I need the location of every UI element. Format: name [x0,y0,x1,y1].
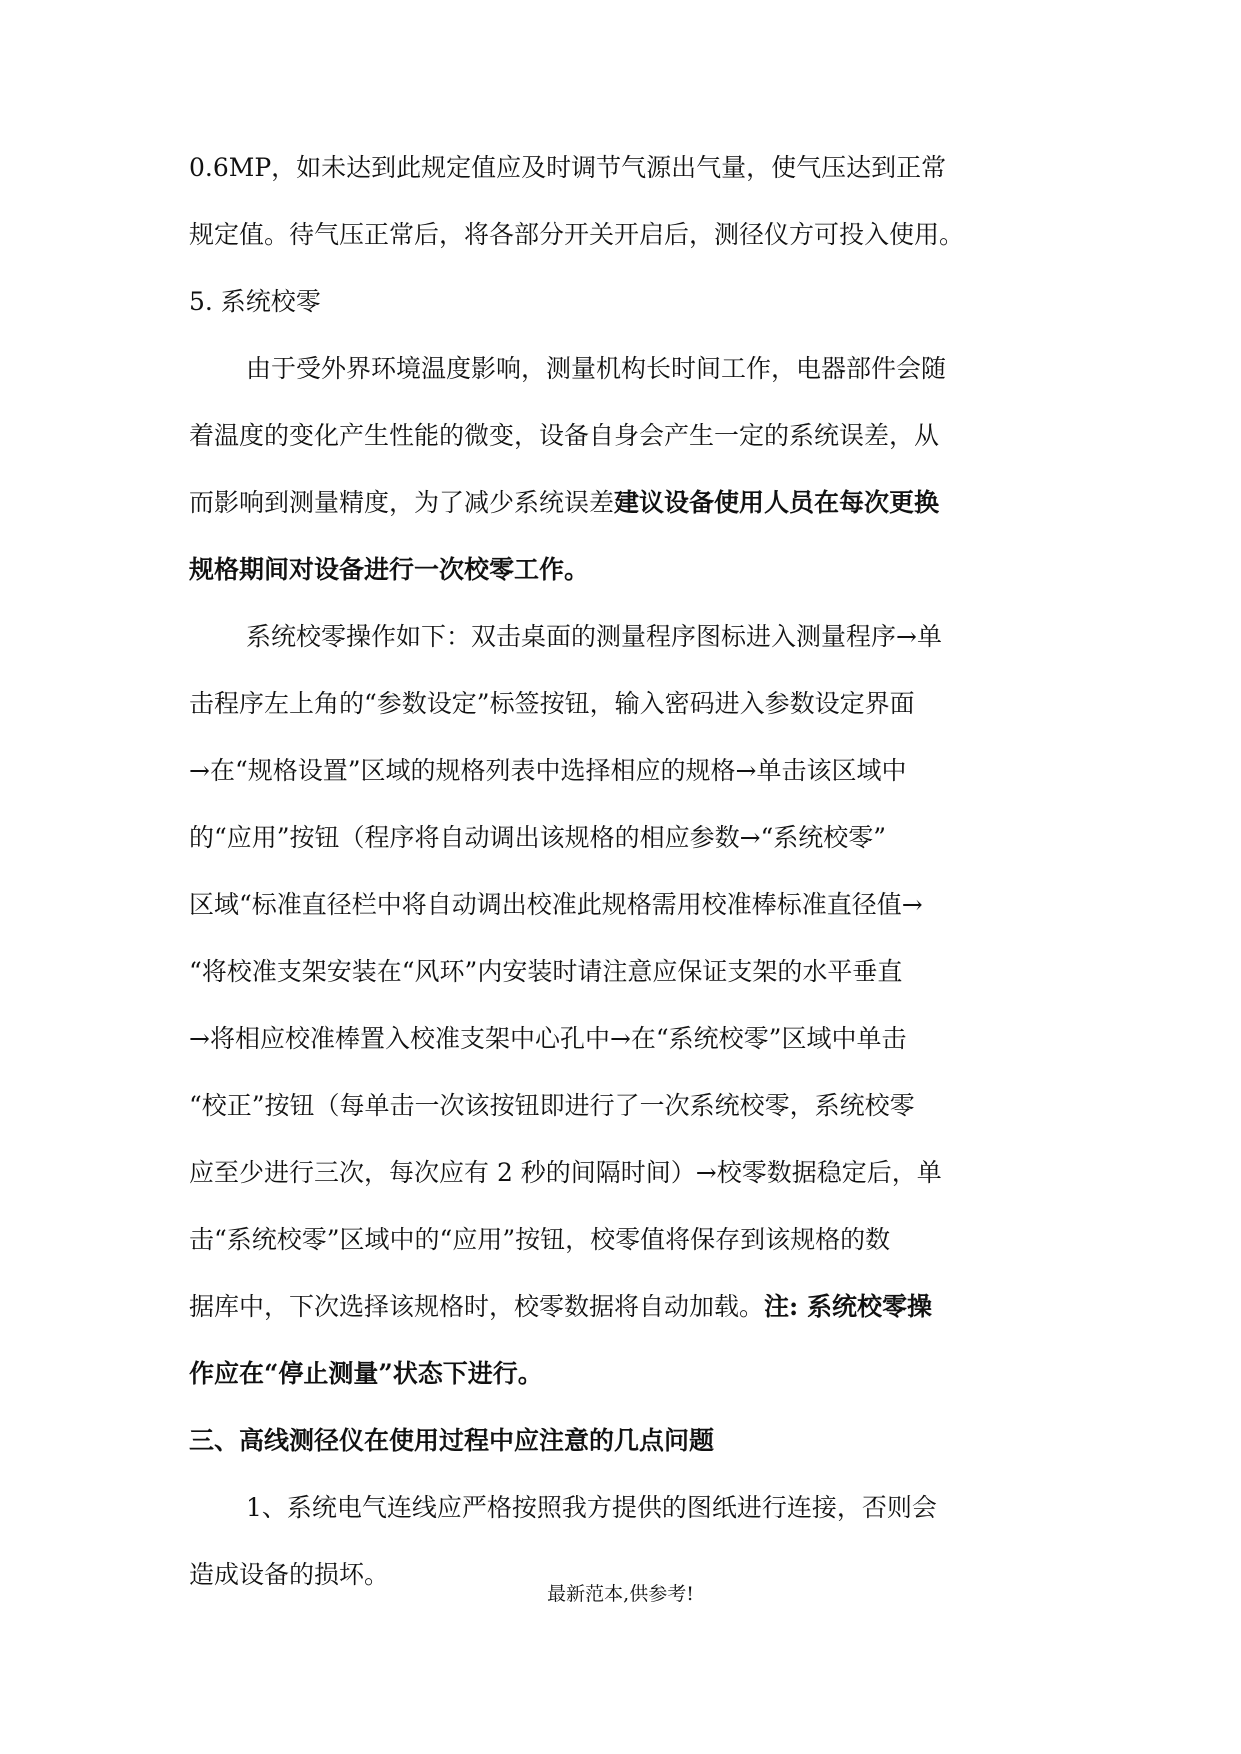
section-heading-3 [189,1425,1059,1492]
section-heading-text: 5. 系统校零 [189,287,321,316]
section-heading-5 [189,286,1059,353]
text-line [189,1291,1059,1358]
text-line [189,420,1059,487]
text-span: 而影响到测量精度，为了减少系统误差 [189,488,615,517]
bold-recommendation: 规格期间对设备进行一次校零工作。 [189,555,590,584]
text-line [189,889,1059,956]
text-span: 造成设备的损坏。 [189,1560,390,1589]
bold-recommendation: 建议设备使用人员在每次更换 [614,488,940,517]
text-line [189,219,1059,286]
text-span: 由于受外界环境温度影响，测量机构长时间工作，电器部件会随 [246,354,947,383]
paragraph-first-line [189,353,1059,420]
text-span: “校正”按钮（每单击一次该按钮即进行了一次系统校零，系统校零 [189,1091,915,1120]
text-line [189,1358,1059,1425]
text-line [189,688,1059,755]
text-line [189,956,1059,1023]
text-span: 0.6MP，如未达到此规定值应及时调节气源出气量，使气压达到正常 [189,153,947,182]
paragraph-first-line [189,1492,1059,1559]
text-line [189,554,1059,621]
text-span: 1、系统电气连线应严格按照我方提供的图纸进行连接，否则会 [246,1493,937,1522]
text-line [189,1090,1059,1157]
text-line [189,1224,1059,1291]
text-span: 的“应用”按钮（程序将自动调出该规格的相应参数→“系统校零” [189,823,887,852]
text-span: 应至少进行三次，每次应有 2 秒的间隔时间）→校零数据稳定后，单 [189,1158,942,1187]
text-line [189,487,1059,554]
text-span: →将相应校准棒置入校准支架中心孔中→在“系统校零”区域中单击 [189,1024,907,1053]
text-line [189,822,1059,889]
text-line [189,755,1059,822]
text-span: 着温度的变化产生性能的微变，设备自身会产生一定的系统误差，从 [189,421,940,450]
text-line [189,1157,1059,1224]
document-body [189,152,1059,1626]
text-span: →在“规格设置”区域的规格列表中选择相应的规格→单击该区域中 [189,756,907,785]
paragraph-first-line [189,621,1059,688]
page-footer: 最新范本,供参考! [547,1583,694,1605]
text-span: 击程序左上角的“参数设定”标签按钮，输入密码进入参数设定界面 [189,689,915,718]
text-span: 击“系统校零”区域中的“应用”按钮，校零值将保存到该规格的数 [189,1225,891,1254]
section-heading-text: 三、高线测径仪在使用过程中应注意的几点问题 [189,1426,715,1455]
text-span: “将校准支架安装在“风环”内安装时请注意应保证支架的水平垂直 [189,957,903,986]
text-span: 系统校零操作如下：双击桌面的测量程序图标进入测量程序→单 [246,622,942,651]
bold-note: 作应在“停止测量”状态下进行。 [189,1359,543,1388]
text-span: 据库中，下次选择该规格时，校零数据将自动加载。 [189,1292,765,1321]
text-span: 规定值。待气压正常后，将各部分开关开启后，测径仪方可投入使用。 [189,220,965,249]
bold-note: 注: 系统校零操 [764,1292,932,1321]
text-span: 区域“标准直径栏中将自动调出校准此规格需用校准棒标准直径值→ [189,890,923,919]
text-line [189,152,1059,219]
text-line [189,1023,1059,1090]
